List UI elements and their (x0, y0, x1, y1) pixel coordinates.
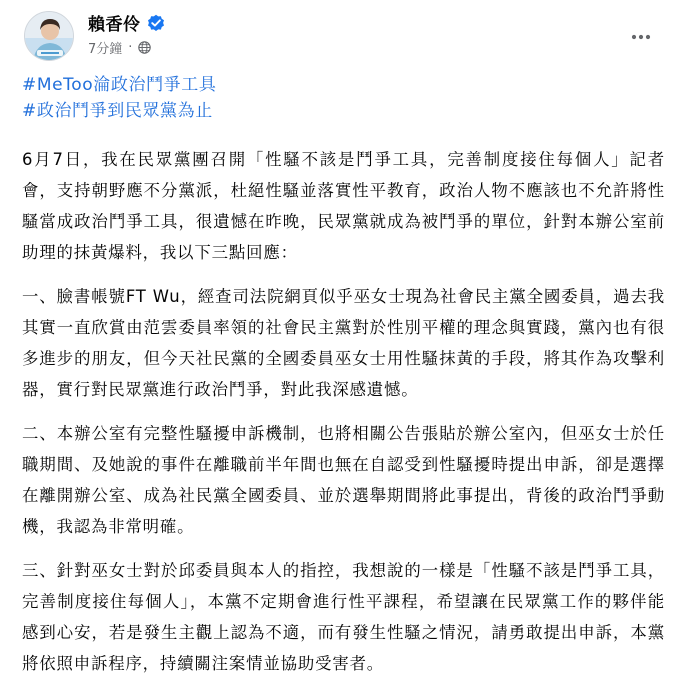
avatar-image (25, 12, 74, 61)
more-options-button[interactable] (623, 16, 659, 52)
post-body (22, 144, 665, 679)
post-paragraph: 二、本辦公室有完整性騷擾申訴機制，也將相關公告張貼於辦公室內，但巫女士於任職期間、及她說的事件在離職前半年間也無在自認受到性騷擾時提出申訴，卻是選擇在離開辦公室、成為社民黨全國委員、並於選舉期間將此事提出，背後的政治鬥爭動機，我認為非常明確。 (22, 424, 665, 536)
hashtag-list (22, 72, 665, 124)
avatar[interactable] (24, 11, 74, 61)
post-paragraph: 一、臉書帳號FT Wu，經查司法院網頁似乎巫女士現為社會民主黨全國委員，過去我其實一直欣賞由范雲委員率領的社會民主黨對於性別平權的理念與實踐，黨內也有很多進步的朋友，但今天社民黨的全國委員巫女士用性騷抹黃的手段，將其作為攻擊利器，實行對民眾黨進行政治鬥爭，對此我深感遺憾。 (22, 287, 665, 399)
globe-icon[interactable] (138, 41, 151, 54)
hashtag-link[interactable]: #政治鬥爭到民眾黨為止 (22, 101, 213, 121)
more-dots-icon (631, 25, 651, 44)
post-paragraph: 三、針對巫女士對於邱委員與本人的指控，我想說的一樣是「性騷不該是鬥爭工具，完善制度接住每個人」，本黨不定期會進行性平課程，希望讓在民眾黨工作的夥伴能感到心安，若是發生主觀上認為不適，而有發生性騷之情況，請勇敢提出申訴，本黨將依照申訴程序，持續關注案情並協助受害者。 (22, 561, 665, 673)
meta-separator: · (128, 40, 133, 55)
hashtag-link[interactable]: #MeToo淪政治鬥爭工具 (22, 75, 217, 95)
author-name-row (88, 10, 165, 35)
post-paragraph: 6月7日，我在民眾黨團召開「性騷不該是鬥爭工具，完善制度接住每個人」記者會，支持朝野應不分黨派，杜絕性騷並落實性平教育，政治人物不應該也不允許將性騷當成政治鬥爭工具，很遺憾在昨晚，民眾黨就成為被鬥爭的單位，針對本辦公室前助理的抹黃爆料，我以下三點回應： (22, 150, 665, 262)
post-header (22, 0, 665, 72)
post-timestamp[interactable]: 7分鐘 (88, 42, 123, 57)
author-name[interactable]: 賴香伶 (88, 15, 141, 35)
post-meta (88, 38, 151, 57)
verified-badge-icon (147, 14, 165, 32)
